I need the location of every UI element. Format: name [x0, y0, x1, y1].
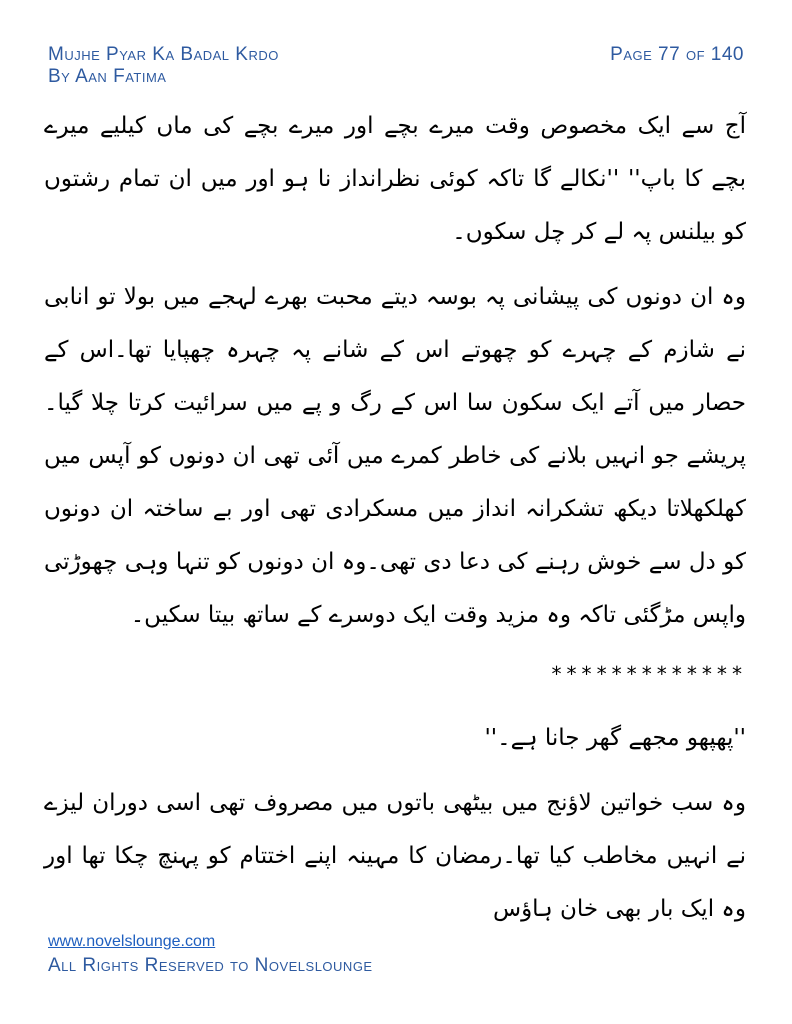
paragraph-4: وہ سب خواتین لاؤنج میں بیٹھی باتوں میں مصروف تھی اسی دوران لیزے نے انہیں مخاطب کیا تھا۔رمضان کا مہینہ اپنے اختتام کو پہنچ چکا تھا اور وہ ایک بار بھی خان ہاؤس	[44, 790, 746, 922]
paragraph-1: آج سے ایک مخصوص وقت میرے بچے اور میرے بچے کی ماں کیلیے میرے بچے کا باپ'' ''نکالے گا تاکہ کوئی نظرانداز نا ہو اور میں ان تمام رشتوں کو بیلنس پہ لے کر چل سکوں۔	[44, 113, 746, 245]
footer-rights: All Rights Reserved to Novelslounge	[48, 955, 373, 976]
paragraph-3: ''پھپھو مجھے گھر جانا ہے۔''	[484, 725, 746, 751]
header-author: By Aan Fatima	[48, 66, 167, 87]
website-link[interactable]: www.novelslounge.com	[48, 933, 216, 950]
document-body	[44, 100, 746, 948]
header-title: Mujhe Pyar Ka Badal Krdo	[48, 44, 279, 65]
paragraph-2: وہ ان دونوں کی پیشانی پہ بوسہ دیتے محبت بھرے لہجے میں بولا تو انابی نے شازم کے چہرے کو چھوتے اس کے شانے پہ چہرہ چھپایا تھا۔اس کے حصار میں آتے ایک سکون سا اس کے رگ و پے میں سرائیت کرتا چلا گیا۔پریشے جو انہیں بلانے کی خاطر کمرے میں آئی تھی ان دونوں کو آپس میں کھلکھلاتا دیکھ تشکرانہ انداز میں مسکرادی تھی اور بے ساختہ ان دونوں کو دل سے خوش رہنے کی دعا دی تھی۔وہ ان دونوں کو تنہا وہی چھوڑتی واپس مڑگئی تاکہ وہ مزید وقت ایک دوسرے کے ساتھ بیتا سکیں۔	[44, 284, 746, 628]
section-separator: *************	[550, 662, 746, 686]
page-number: Page 77 of 140	[610, 44, 744, 65]
